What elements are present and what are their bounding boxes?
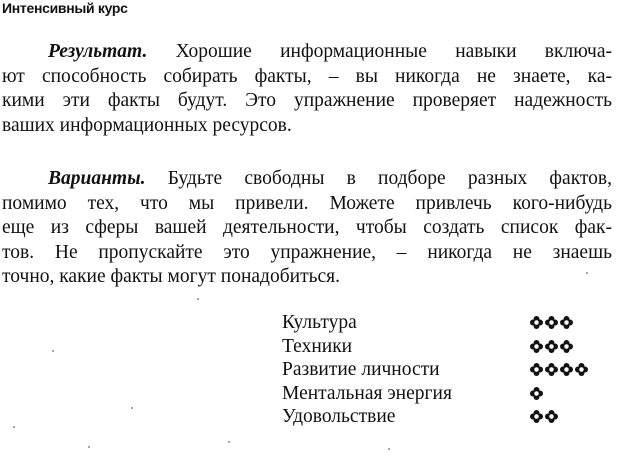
rating-row-techniques bbox=[282, 335, 612, 359]
rating-marks bbox=[530, 410, 558, 423]
paragraph-line: ют способность собирать факты, – вы никогда не знаете, ка- bbox=[2, 65, 612, 87]
variants-paragraph bbox=[2, 167, 612, 290]
rating-label: Удовольствие bbox=[282, 406, 396, 427]
flower-rating-icon bbox=[530, 316, 543, 329]
rating-marks bbox=[530, 363, 588, 376]
scan-speck bbox=[88, 446, 90, 448]
paragraph-line: кими эти факты будут. Это упражнение проверяет надежность bbox=[2, 90, 612, 111]
running-header: Интенсивный курс bbox=[2, 0, 128, 16]
paragraph-line bbox=[2, 167, 612, 192]
flower-rating-icon bbox=[545, 316, 558, 329]
ratings-table bbox=[282, 311, 612, 429]
line-text: Хорошие информационные навыки включа- bbox=[175, 41, 612, 62]
flower-rating-icon bbox=[545, 340, 558, 353]
flower-rating-icon bbox=[530, 387, 543, 400]
paragraph-line bbox=[2, 40, 612, 65]
rating-marks bbox=[530, 340, 573, 353]
rating-row-mental-energy bbox=[282, 382, 612, 406]
rating-label: Техники bbox=[282, 335, 353, 357]
rating-marks bbox=[530, 387, 543, 400]
scan-speck bbox=[52, 350, 54, 352]
flower-rating-icon bbox=[530, 340, 543, 353]
paragraph-line: точно, какие факты могут понадобиться. bbox=[2, 266, 340, 287]
flower-rating-icon bbox=[575, 363, 588, 376]
paragraph-line: тов. Не пропускайте это упражнение, – никогда не знаешь bbox=[2, 241, 612, 263]
result-paragraph bbox=[2, 40, 612, 138]
rating-row-enjoyment bbox=[282, 405, 612, 429]
flower-rating-icon bbox=[545, 363, 558, 376]
rating-label: Развитие личности bbox=[282, 359, 440, 380]
flower-rating-icon bbox=[560, 316, 573, 329]
flower-rating-icon bbox=[530, 410, 543, 423]
flower-rating-icon bbox=[545, 410, 558, 423]
line-text: Будьте свободны в подборе разных фактов, bbox=[167, 168, 613, 189]
rating-label: Ментальная энергия bbox=[282, 382, 452, 404]
scan-speck bbox=[131, 407, 133, 409]
scan-speck bbox=[586, 272, 588, 274]
result-lead: Результат. bbox=[48, 41, 148, 62]
rating-marks bbox=[530, 316, 573, 329]
rating-label: Культура bbox=[282, 312, 357, 333]
flower-rating-icon bbox=[530, 363, 543, 376]
flower-rating-icon bbox=[560, 340, 573, 353]
rating-row-culture bbox=[282, 311, 612, 335]
scan-speck bbox=[228, 441, 230, 443]
paragraph-line: ваших информационных ресурсов. bbox=[2, 114, 292, 136]
paragraph-line: еще из сферы вашей деятельности, чтобы создать список фак- bbox=[2, 217, 612, 238]
scan-speck bbox=[13, 426, 15, 428]
scan-speck bbox=[197, 298, 199, 300]
scan-speck bbox=[388, 448, 390, 450]
rating-row-personal-growth bbox=[282, 358, 612, 382]
variants-lead: Варианты. bbox=[48, 168, 146, 189]
paragraph-line: помимо тех, что мы привели. Можете привлечь кого-нибудь bbox=[2, 192, 612, 214]
flower-rating-icon bbox=[560, 363, 573, 376]
